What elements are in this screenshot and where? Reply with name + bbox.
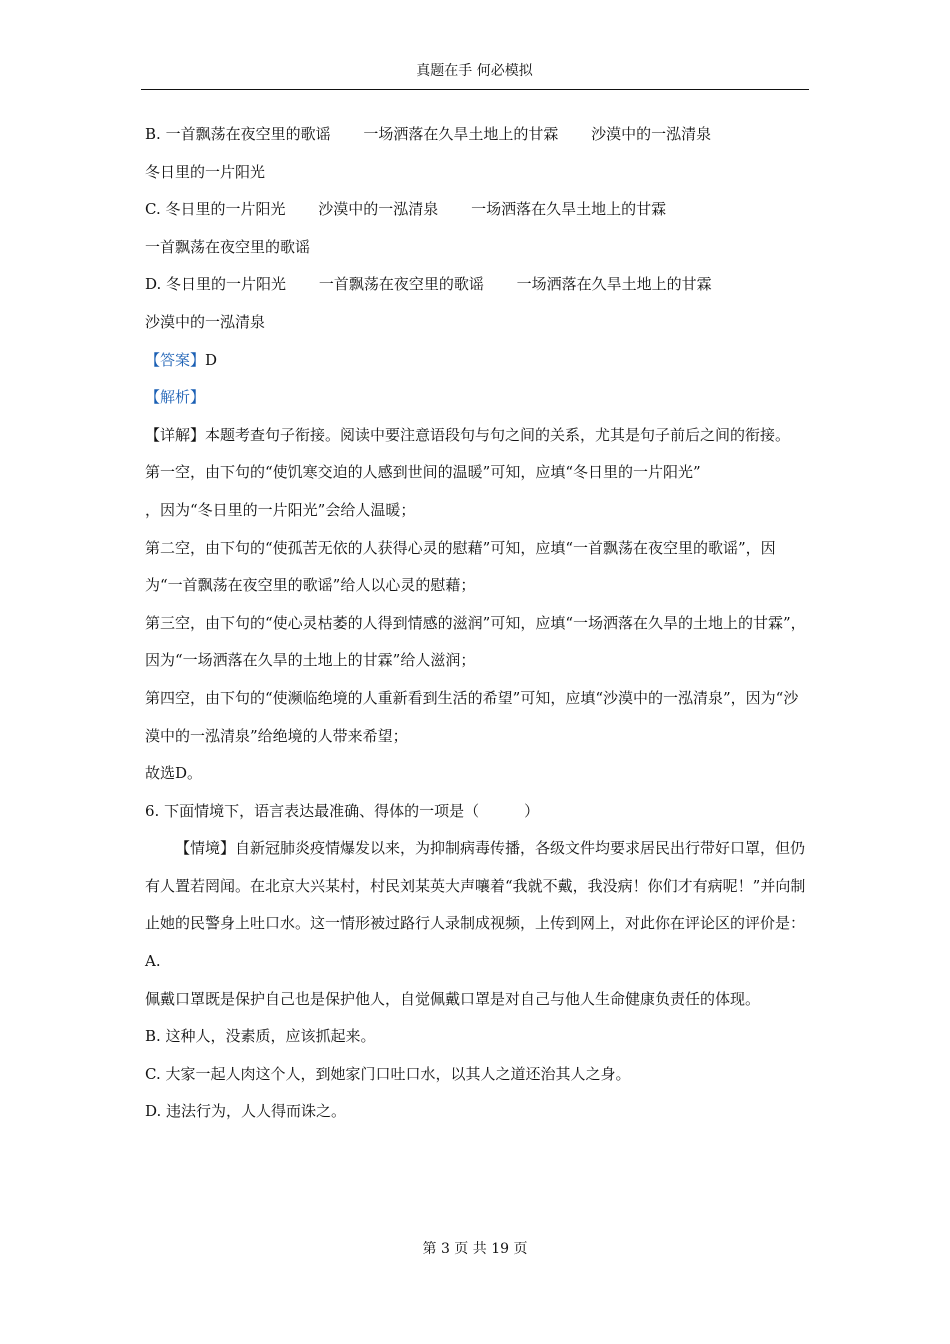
page-header: 真题在手 何必模拟 [416, 63, 533, 79]
q5-option-b-cont: 冬日里的一片阳光 [145, 162, 266, 181]
q5-option-b [145, 116, 810, 154]
option-item: 冬日里的一片阳光 [165, 200, 286, 219]
q6-option-a: 佩戴口罩既是保护自己也是保护他人，自觉佩戴口罩是对自己与他人生命健康负责任的体现。 [145, 989, 761, 1008]
q6-option-a-label: A. [145, 952, 161, 971]
q5-option-d [145, 266, 810, 304]
q5-option-c [145, 191, 810, 229]
document-body [145, 116, 810, 1131]
q5-option-d-cont: 沙漠中的一泓清泉 [145, 312, 266, 331]
q5-option-c-cont: 一首飘荡在夜空里的歌谣 [145, 237, 311, 256]
q6-option-d: D. 违法行为，人人得而诛之。 [145, 1102, 347, 1121]
option-item: 沙漠中的一泓清泉 [591, 125, 712, 143]
answer-value: D [205, 350, 218, 369]
explanation-blank-1: 第一空，由下句的“使饥寒交迫的人感到世间的温暖”可知，应填“冬日里的一片阳光” [145, 463, 701, 482]
detail-text: 本题考查句子衔接。阅读中要注意语段句与句之间的关系，尤其是句子前后之间的衔接。 [205, 425, 791, 444]
answer-tag: 【答案】 [145, 350, 206, 369]
answer-line [145, 342, 810, 380]
option-item: 一首飘荡在夜空里的歌谣 [165, 125, 331, 143]
q6-stem: 6. 下面情境下，语言表达最准确、得体的一项是（ ） [145, 801, 540, 820]
q6-option-b: B. 这种人，没素质，应该抓起来。 [145, 1027, 376, 1046]
option-item: 一场洒落在久旱土地上的甘霖 [363, 125, 559, 143]
detail-paragraph [145, 417, 810, 455]
analysis-line [145, 379, 810, 417]
option-item: 一场洒落在久旱土地上的甘霖 [516, 275, 712, 294]
option-item: 沙漠中的一泓清泉 [318, 200, 439, 219]
explanation-blank-3: 第三空，由下句的“使心灵枯萎的人得到情感的滋润”可知，应填“一场洒落在久旱的土地上的甘霖”，因为“一场洒落在久旱的土地上的甘霖”给人滋润； [145, 613, 806, 670]
option-item: 一场洒落在久旱土地上的甘霖 [471, 200, 667, 219]
q6-scenario: 【情境】自新冠肺炎疫情爆发以来，为抑制病毒传播，各级文件均要求居民出行带好口罩，但仍有人置若罔闻。在北京大兴某村，村民刘某英大声嚷着“我就不戴，我没病！你们才有病呢！”并向制止她的民警身上吐口水。这一情形被过路行人录制成视频，上传到网上，对此你在评论区的评价是： [145, 839, 806, 933]
analysis-tag: 【解析】 [145, 388, 206, 407]
header-divider [141, 89, 809, 90]
explanation-blank-4: 第四空，由下句的“使濒临绝境的人重新看到生活的希望”可知，应填“沙漠中的一泓清泉”，因为“沙漠中的一泓清泉”给绝境的人带来希望； [145, 688, 799, 745]
page-footer: 第 3 页 共 19 页 [422, 1241, 528, 1257]
option-label: D. [145, 275, 162, 294]
option-item: 一首飘荡在夜空里的歌谣 [318, 275, 484, 294]
conclusion: 故选D。 [145, 764, 203, 783]
q6-option-c: C. 大家一起人肉这个人，到她家门口吐口水，以其人之道还治其人之身。 [145, 1064, 631, 1083]
option-label: C. [145, 200, 161, 219]
explanation-blank-1-cont: ，因为“冬日里的一片阳光”会给人温暖； [145, 500, 416, 519]
option-item: 冬日里的一片阳光 [166, 275, 287, 294]
explanation-blank-2: 第二空，由下句的“使孤苦无依的人获得心灵的慰藉”可知，应填“一首飘荡在夜空里的歌谣”，因为“一首飘荡在夜空里的歌谣”给人以心灵的慰藉； [145, 538, 776, 595]
detail-tag: 【详解】 [145, 425, 206, 444]
option-label: B. [145, 125, 161, 143]
